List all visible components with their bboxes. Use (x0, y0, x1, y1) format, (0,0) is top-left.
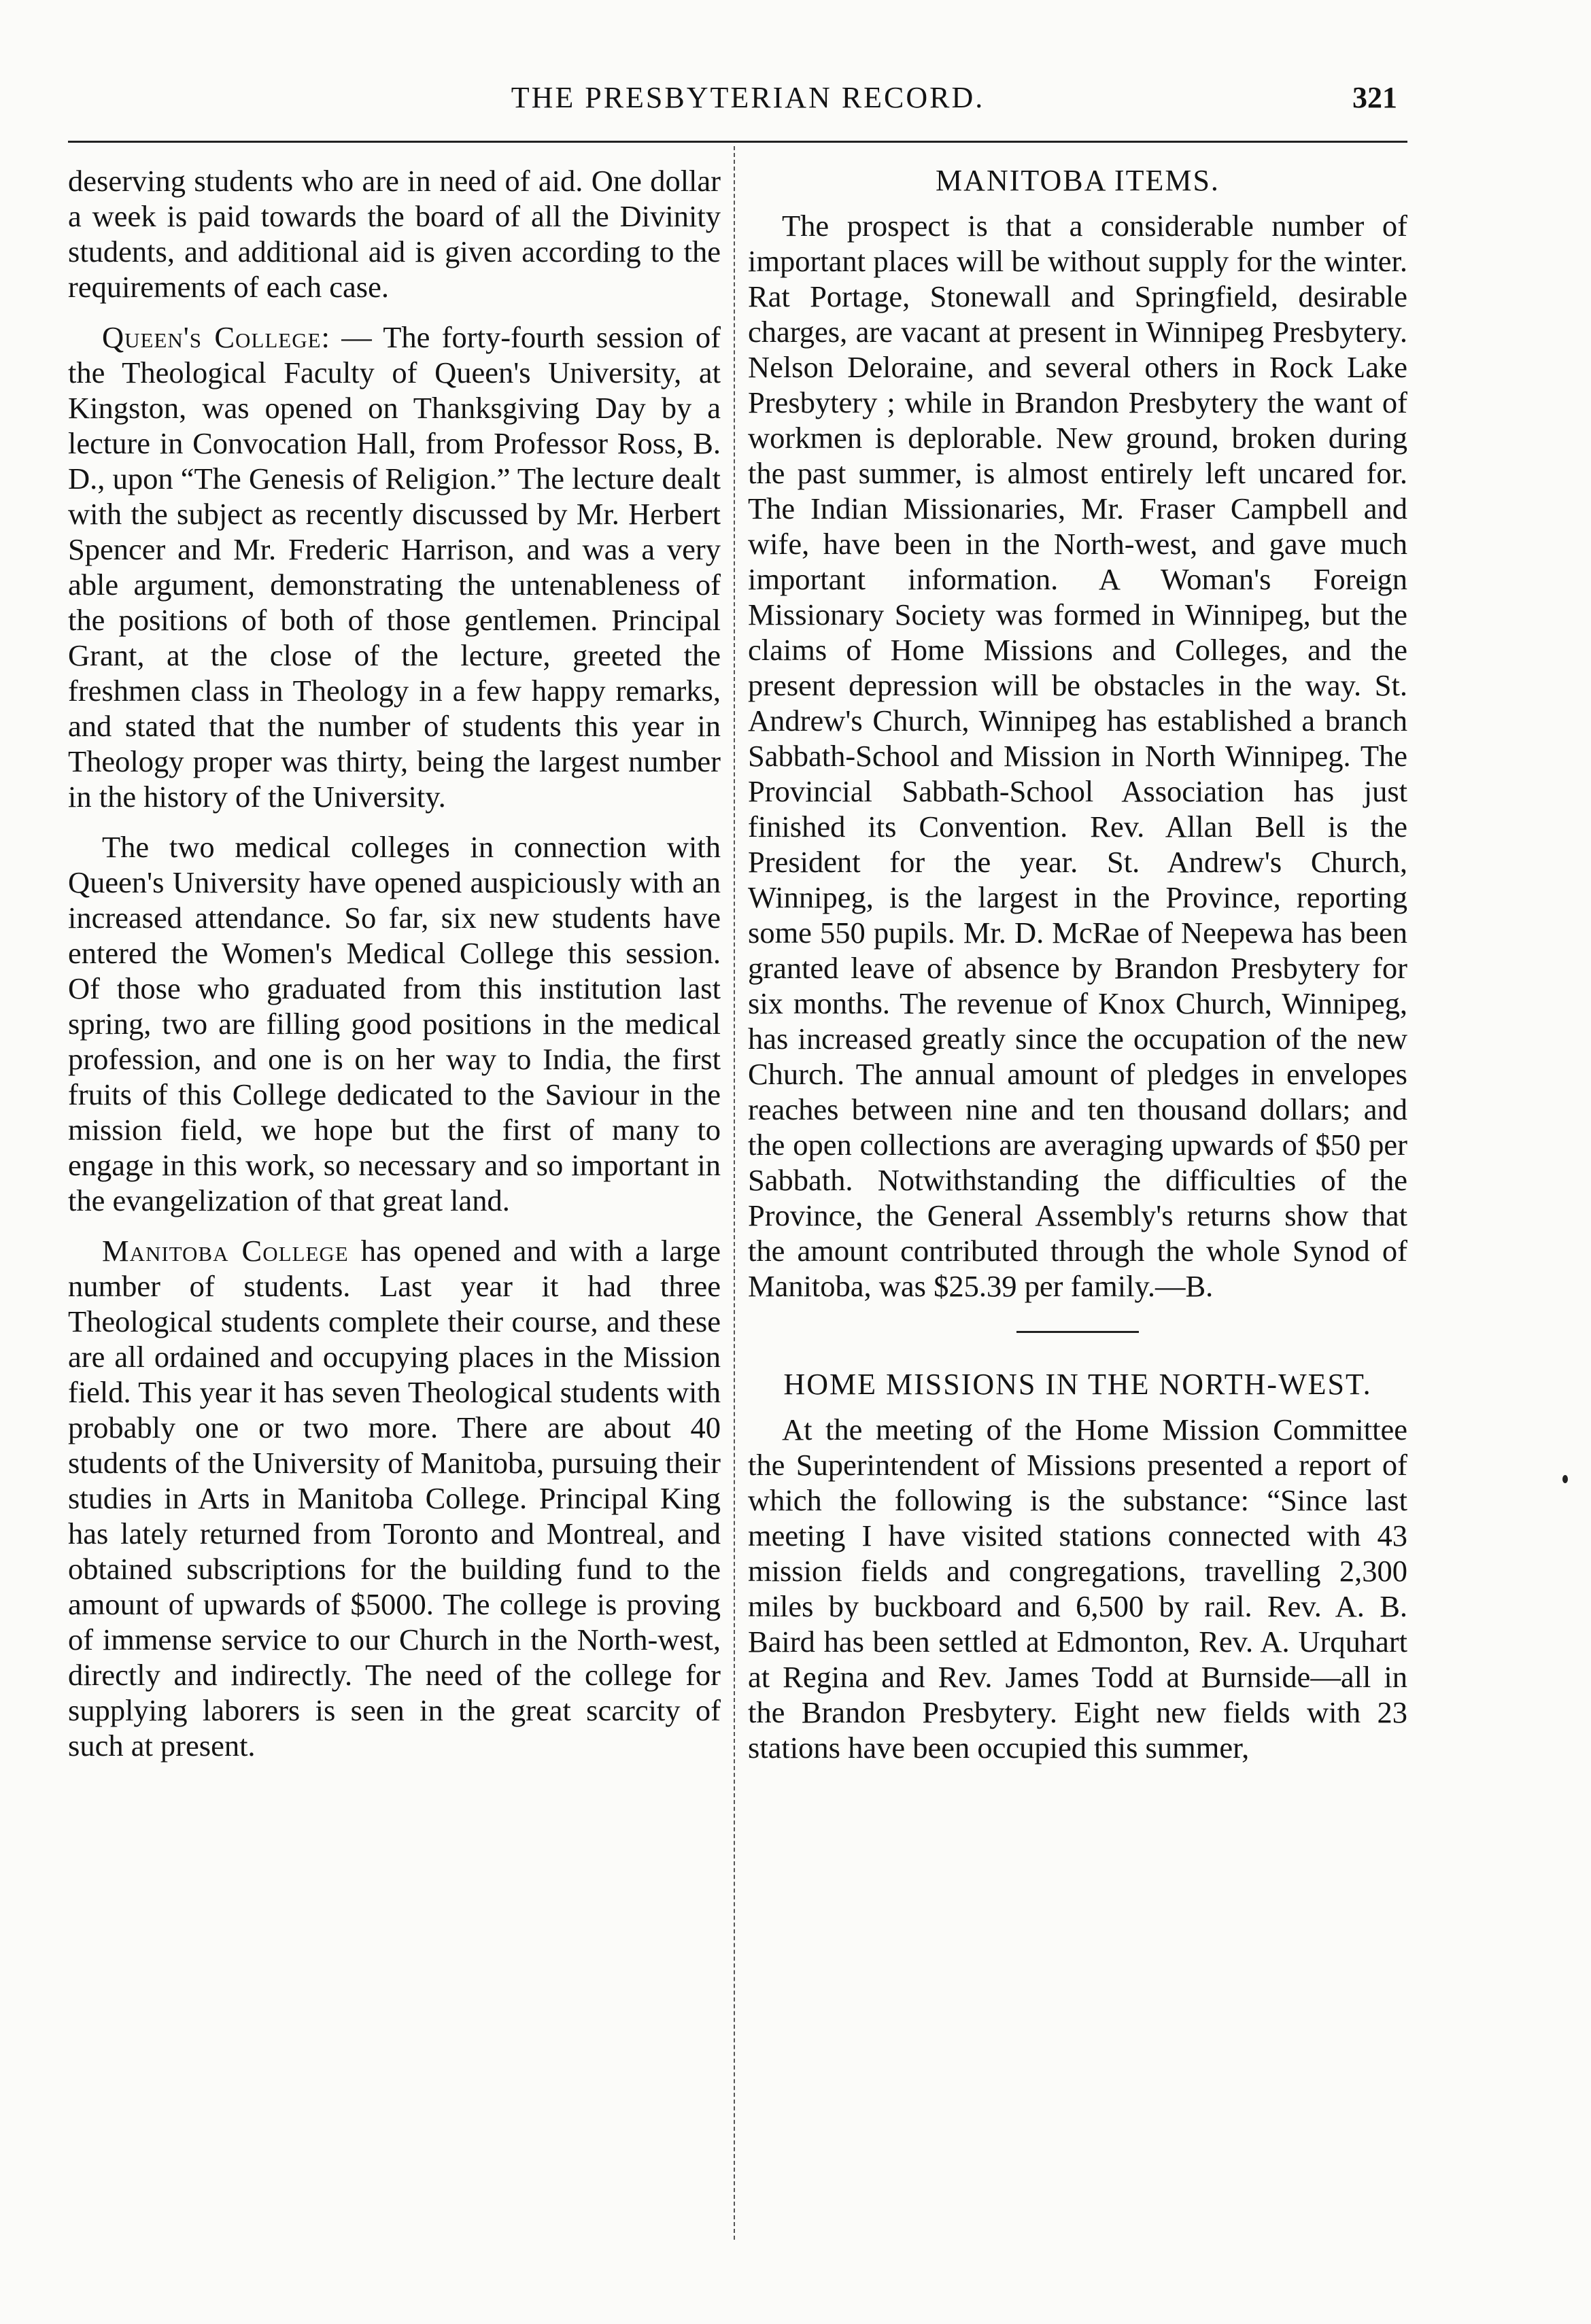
running-title: THE PRESBYTERIAN RECORD. (511, 81, 985, 114)
paragraph-aid-continued: deserving students who are in need of aid. One dollar a week is paid towards the board of all the Divinity students, and additional aid is given according to the requirements of each case. (68, 164, 721, 304)
section-rule (1016, 1331, 1139, 1333)
paragraph-medical-colleges: The two medical colleges in connection with Queen's University have opened auspiciously with an increased attendance. So far, six new students have entered the Women's Medical College this session. Of those who graduated from this institution last spring, two are filling good positions in the medical profession, and one is on her way to India, the first fruits of this College dedicated to the Saviour in the mission field, we hope but the first of many to engage in this work, so necessary and so important in the evangelization of that great land. (68, 830, 721, 1217)
page-number: 321 (1352, 81, 1397, 114)
paragraph-queens-college (68, 319, 721, 814)
paragraph-manitoba-items: The prospect is that a considerable number of important places will be without supply for the winter. Rat Portage, Stonewall and Springfield, desirable charges, are vacant at present in Winnipeg Presbytery. Nelson Deloraine, and several others in Rock Lake Presbytery ; while in Brandon Presbytery the want of workmen is deplorable. New ground, broken during the past summer, is almost entirely left uncared for. The Indian Missionaries, Mr. Fraser Campbell and wife, have been in the North-west, and gave much important information. A Woman's Foreign Missionary Society was formed in Winnipeg, but the claims of Home Missions and Colleges, and the present depression will be obstacles in the way. St. Andrew's Church, Winnipeg has established a branch Sabbath-School and Mission in North Winnipeg. The Provincial Sabbath-School Association has just finished its Convention. Rev. Allan Bell is the President for the year. St. Andrew's Church, Winnipeg, is the largest in the Province, reporting some 550 pupils. Mr. D. McRae of Neepewa has been granted leave of absence by Brandon Presbytery for six months. The revenue of Knox Church, Winnipeg, has increased greatly since the occupation of the new Church. The annual amount of pledges in envelopes reaches between nine and ten thousand dollars; and the open collections are averaging upwards of $50 per Sabbath. Notwithstanding the difficulties of the Province, the General Assembly's returns show that the amount contributed through the whole Synod of Manitoba, was $25.39 per family.—B. (748, 209, 1407, 1303)
margin-mark (1562, 1475, 1568, 1483)
page-header (92, 80, 1407, 128)
column-divider (734, 146, 735, 2240)
text-queens-college: : — The forty-fourth session of the Theological Faculty of Queen's University, at Kingston, was opened on Thanksgiving Day by a lecture in Convocation Hall, from Professor Ross, B. D., upon “The Genesis of Religion.” The lecture dealt with the subject as recently discussed by Mr. Herbert Spencer and Mr. Frederic Harrison, and was a very able argument, demonstrating the untenableness of the positions of both of those gentlemen. Principal Grant, at the close of the lecture, greeted the freshmen class in Theology in a few happy remarks, and stated that the number of students this year in Theology proper was thirty, being the largest number in the history of the University. (68, 320, 721, 814)
right-column (748, 163, 1407, 1780)
heading-manitoba-items: MANITOBA ITEMS. (936, 164, 1220, 197)
heading-home-missions: HOME MISSIONS IN THE NORTH-WEST. (783, 1368, 1372, 1401)
lead-manitoba-college: Manitoba College (102, 1234, 349, 1268)
left-column (68, 163, 721, 1778)
paragraph-manitoba-college (68, 1233, 721, 1763)
paragraph-home-missions: At the meeting of the Home Mission Committee the Superintendent of Missions presented a report of which the following is the substance: “Since last meeting I have visited stations connected with 43 mission fields and congregations, travelling 2,300 miles by buckboard and 6,500 by rail. Rev. A. B. Baird has been settled at Edmonton, Rev. A. Urquhart at Regina and Rev. James Todd at Burnside—all in the Brandon Presbytery. Eight new fields with 23 stations have been occupied this summer, (748, 1412, 1407, 1765)
text-manitoba-college: has opened and with a large number of students. Last year it had three Theological students complete their course, and these are all ordained and occupying places in the Mission field. This year it has seven Theological students with probably one or two more. There are about 40 students of the University of Manitoba, pursuing their studies in Arts in Manitoba College. Principal King has lately returned from Toronto and Montreal, and obtained subscriptions for the building fund to the amount of upwards of $5000. The college is proving of immense service to our Church in the North-west, directly and indirectly. The need of the college for supplying laborers is seen in the great scarcity of such at present. (68, 1234, 721, 1763)
lead-queens-college: Queen's College (102, 320, 322, 354)
header-rule (68, 141, 1407, 143)
